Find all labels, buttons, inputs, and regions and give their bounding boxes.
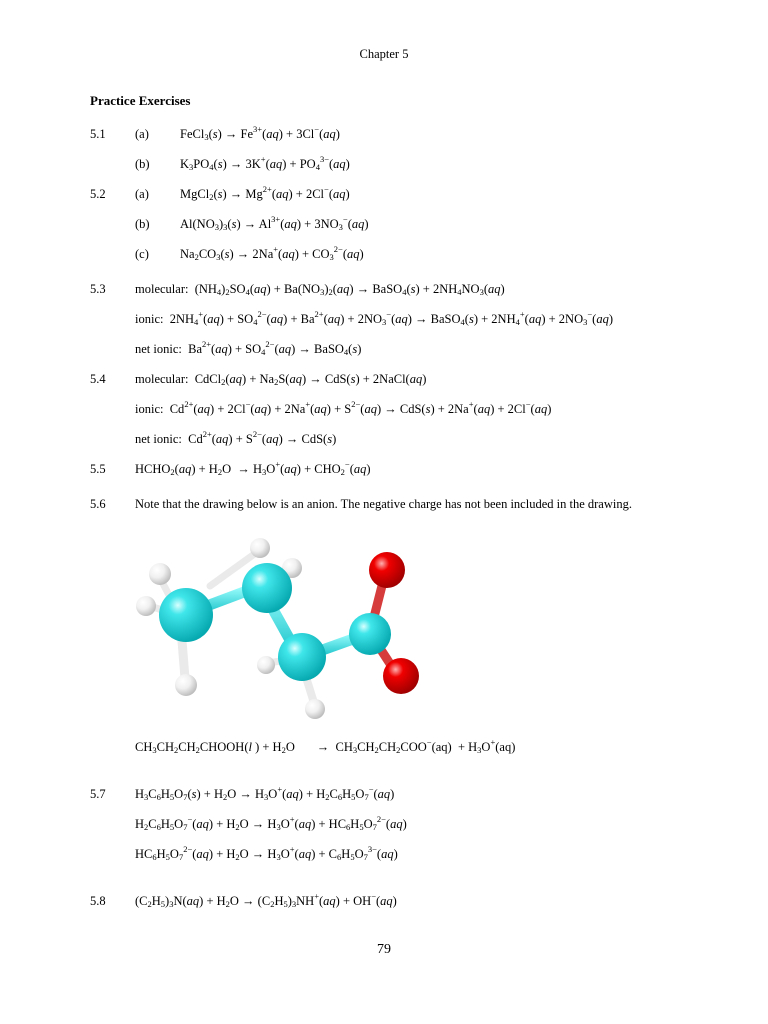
hydrogen-atom [175,674,197,696]
hydrogen-atom [149,563,171,585]
note-text: Note that the drawing below is an anion. The negative charge has not been included in the drawing. [135,497,632,511]
equation: $HCHO_2(aq) + H_2O \to H_3O^+(aq) + CHO_2^-(aq)$ [135,459,371,477]
part-label: (c) [135,247,149,261]
equation: $H_2C_6H_5O_7^-(aq) + H_2O \to H_3O^+(aq) + HC_6H_5O_7^{2-}(aq)$ [135,814,407,832]
part-label: (a) [135,127,149,141]
equation: FeCl$_3$(s) → $Fe^{3+}(aq) + 3Cl^-(aq)$ [180,124,340,142]
exercise-number: 5.4 [90,372,106,386]
equation: MgCl$_2$(s) → $Mg^{2+}(aq) + 2Cl^-(aq)$ [180,184,350,202]
page-number: 79 [377,942,391,957]
equation: $Al(NO_3)_3(s) \to Al^{3+}(aq) + 3NO_3^-(aq)$ [180,214,369,232]
carbon-atom [242,563,292,613]
equation-net-ionic: net ionic: $Cd^{2+}(aq) + S^{2-}(aq) \to CdS(s)$ [135,429,337,446]
exercise-number: 5.8 [90,894,106,908]
hydrogen-atom [136,596,156,616]
equation: $K_3PO_4(s) \to 3K^+(aq) + PO_4^{3-}(aq)$ [180,154,350,172]
exercise-number: 5.3 [90,282,106,296]
part-label: (b) [135,157,150,171]
oxygen-atom [383,658,419,694]
hydrogen-atom [257,656,275,674]
ionization-equation: $CH_3CH_2CH_2CHOOH(l$ ) + $H_2O$ → $CH_3CH_2CH_2COO^-(aq) + H_3O^+(aq)$ [135,737,516,755]
equation-ionic: ionic: $2NH_4^+(aq) + SO_4^{2-}(aq) + Ba^{2+}(aq) + 2NO_3^-(aq)$ → BaSO$_4$(s) + $2NH_4^+(aq) + 2NO_3^-(aq)$ [135,309,613,327]
equation-ionic: ionic: $Cd^{2+}(aq) + 2Cl^-(aq) + 2Na^+(aq) + S^{2-}(aq) \to CdS(s) + 2Na^+(aq) + 2Cl^-(aq)$ [135,399,552,416]
section-title: Practice Exercises [90,93,191,108]
equation-molecular: molecular: CdCl$_2$(aq) + $Na_2S(aq) \to CdS(s)$ + 2NaCl(aq) [135,372,427,387]
equation: $HC_6H_5O_7^{2-}(aq) + H_2O \to H_3O^+(aq) + C_6H_5O_7^{3-}(aq)$ [135,844,398,862]
equation: $Na_2CO_3(s) \to 2Na^+(aq) + CO_3^{2-}(aq)$ [180,244,364,262]
equation-molecular: molecular: $(NH_4)_2SO_4(aq) + Ba(NO_3)_2(aq)$ → BaSO$_4$(s) + $2NH_4NO_3(aq)$ [135,282,505,297]
exercise-number: 5.5 [90,462,106,476]
carbon-atom [278,633,326,681]
exercise-number: 5.2 [90,187,106,201]
part-label: (a) [135,187,149,201]
chapter-header: Chapter 5 [359,47,409,61]
oxygen-atom [369,552,405,588]
equation: $H_3C_6H_5O_7(s) + H_2O \to H_3O^+(aq) + H_2C_6H_5O_7^-(aq)$ [135,784,395,802]
equation: $(C_2H_5)_3N(aq) + H_2O \to (C_2H_5)_3NH^+(aq) + OH^-(aq)$ [135,891,397,909]
equation-net-ionic: net ionic: $Ba^{2+}(aq) + SO_4^{2-}(aq)$ → BaSO$_4$(s) [135,339,362,357]
carbon-atom [349,613,391,655]
exercise-number: 5.7 [90,787,106,801]
part-label: (b) [135,217,150,231]
hydrogen-atom [305,699,325,719]
exercise-number: 5.1 [90,127,106,141]
butanoate-ball-and-stick-model [120,528,440,728]
hydrogen-atom [250,538,270,558]
exercise-number: 5.6 [90,497,106,511]
carbon-atom [159,588,213,642]
